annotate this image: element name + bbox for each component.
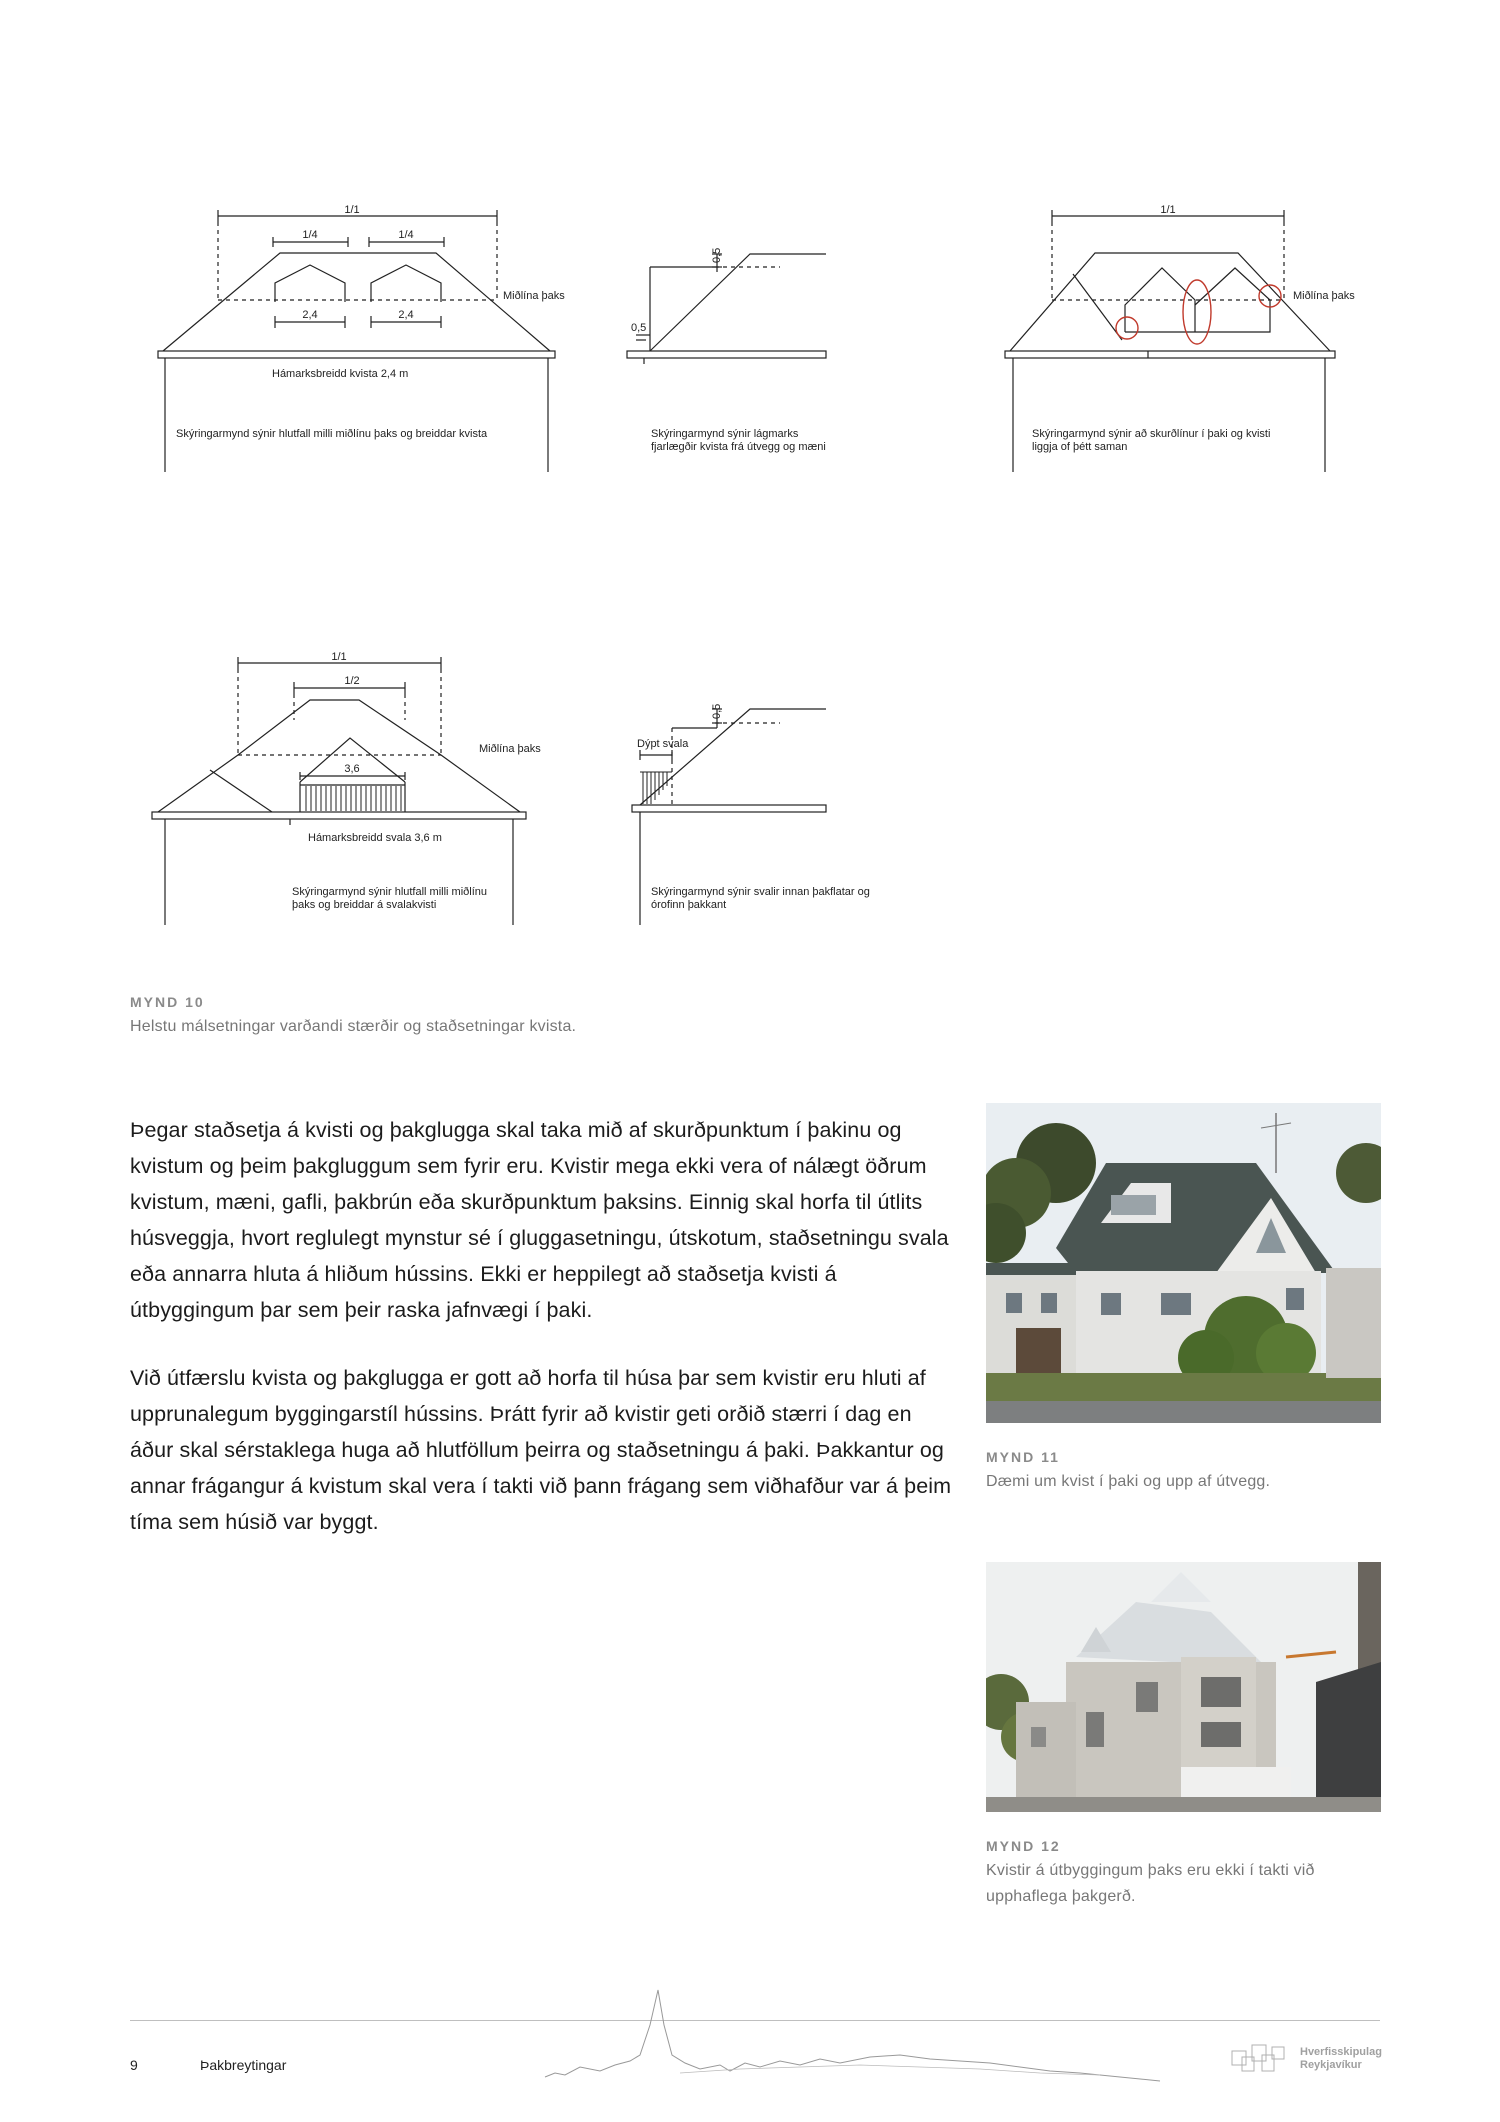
brand-line-1: Hverfisskipulag [1300, 2046, 1382, 2058]
diagram-balcony-dormer [152, 657, 526, 925]
d4-caption-2: þaks og breiddar á svalakvisti [292, 899, 437, 911]
d1-top-dim: 1/1 [344, 204, 360, 216]
d5-depth: Dýpt svala [637, 738, 689, 750]
d1-caption: Skýringarmynd sýnir hlutfall milli miðlínu þaks og breiddar kvista [176, 428, 488, 440]
brand-logo-icon [1230, 2041, 1288, 2075]
balcony-depth-rails [640, 772, 672, 804]
d3-top-dim: 1/1 [1160, 204, 1176, 216]
d4-max-width: Hámarksbreidd svala 3,6 m [308, 832, 442, 844]
d5-caption-2: órofinn þakkant [651, 899, 727, 911]
d3-caption-1: Skýringarmynd sýnir að skurðlínur í þaki og kvisti [1032, 428, 1271, 440]
d3-caption-2: liggja of þétt saman [1032, 441, 1128, 453]
brand-line-2: Reykjavíkur [1300, 2059, 1362, 2071]
d2-caption-2: fjarlægðir kvista frá útvegg og mæni [651, 441, 826, 453]
d1-width-left: 2,4 [302, 309, 318, 321]
d1-max-width: Hámarksbreidd kvista 2,4 m [272, 368, 409, 380]
page-number: 9 [130, 2057, 138, 2073]
skyline-illustration [540, 1985, 1170, 2085]
body-paragraph-1: Þegar staðsetja á kvisti og þakglugga skal taka mið af skurðpunktum í þakinu og kvistum og þeim þakgluggum sem fyrir eru. Kvistir mega ekki vera of nálægt öðrum kvistum, mæni, gafli, þakbrún eða skurðpunktum þaksins. Einnig skal horfa til útlits húsveggja, hvort reglulegt mynstur sé í gluggasetningu, útskotum, staðsetningu svala eða annarra hluta á hliðum hússins. Ekki er heppilegt að staðsetja kvisti á útbyggingum þar sem þeir raska jafnvægi í þaki. [130, 1118, 949, 1322]
figure-12-caption-1: Kvistir á útbyggingum þaks eru ekki í takti við [986, 1862, 1315, 1879]
d1-quarter-left: 1/4 [302, 229, 318, 241]
house-with-extension-dormers-illustration [986, 1562, 1381, 1812]
diagram-min-distance [627, 254, 826, 364]
figure-12-photo [986, 1562, 1381, 1812]
figure-11-label: MYND 11 [986, 1449, 1060, 1465]
d5-dim-top: 0,5 [711, 703, 723, 719]
house-with-dormer-illustration [986, 1103, 1381, 1423]
body-text [130, 1112, 960, 1572]
d2-dim-left: 0,5 [631, 322, 647, 334]
figure-10-diagrams [0, 0, 1500, 960]
figure-11-photo [986, 1103, 1381, 1423]
section-title: Þakbreytingar [200, 2057, 287, 2073]
d1-width-right: 2,4 [398, 309, 414, 321]
d4-width: 3,6 [344, 763, 360, 775]
body-paragraph-2: Við útfærslu kvista og þakglugga er gott að horfa til húsa þar sem kvistir eru hluti af upprunalegum byggingarstíl hússins. Þrátt fyrir að kvistir geti orðið stærri í dag en áður skal sérstaklega huga að hlutföllum þeirra og staðsetningu á þaki. Þakkantur og annar frágangur á kvistum skal vera í takti við þann frágang sem viðhafður var á þeim tíma sem húsið var byggt. [130, 1366, 952, 1534]
d4-caption-1: Skýringarmynd sýnir hlutfall milli miðlínu [292, 886, 488, 898]
d1-quarter-right: 1/4 [398, 229, 414, 241]
figure-12-label: MYND 12 [986, 1838, 1061, 1854]
balcony-rails [306, 786, 401, 811]
figure-11-caption: Dæmi um kvist í þaki og upp af útvegg. [986, 1473, 1271, 1490]
d4-half: 1/2 [344, 675, 360, 687]
d3-midline: Miðlína þaks [1293, 290, 1355, 302]
figure-10-caption: Helstu málsetningar varðandi stærðir og staðsetningar kvista. [130, 1018, 577, 1035]
figure-12-caption-2: upphaflega þakgerð. [986, 1888, 1136, 1905]
figure-10-label: MYND 10 [130, 994, 205, 1010]
d1-midline: Miðlína þaks [503, 290, 565, 302]
d2-dim-top: 0,5 [711, 247, 723, 263]
d5-caption-1: Skýringarmynd sýnir svalir innan þakflatar og [651, 886, 870, 898]
d2-caption-1: Skýringarmynd sýnir lágmarks [651, 428, 799, 440]
d4-midline: Miðlína þaks [479, 743, 541, 755]
d4-top-dim: 1/1 [331, 651, 347, 663]
